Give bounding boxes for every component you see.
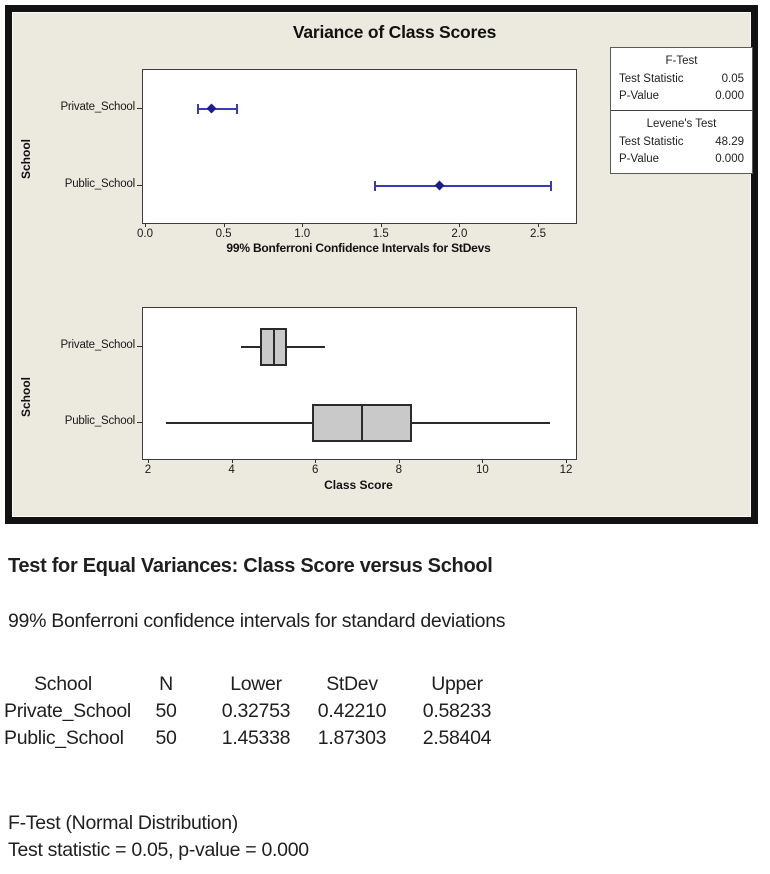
x-tick-label: 2.5 (530, 228, 546, 240)
table-cell: 0.32753 (221, 700, 291, 722)
session-subheading: 99% Bonferroni confidence intervals for standard deviations (8, 610, 506, 632)
x-tick-label: 2 (144, 464, 152, 476)
table-header-cell: StDev (326, 673, 378, 695)
x-tick-label: 6 (311, 464, 319, 476)
table-cell: 2.58404 (422, 727, 492, 749)
test-results-panel (610, 47, 753, 174)
table-cell: Public_School (4, 727, 124, 749)
x-tick-label: 0.5 (215, 228, 232, 240)
ci-point-marker (207, 104, 217, 114)
table-header-cell: Lower (230, 673, 282, 695)
table-header-cell: N (159, 673, 173, 695)
stat-line: Test statistic = 0.05, p-value = 0.000 (8, 839, 309, 861)
box-median-line (273, 330, 275, 364)
x-tick-label: 1.5 (372, 228, 389, 240)
x-tick-mark (145, 223, 146, 227)
x-tick-label: 12 (559, 464, 573, 476)
x-tick-mark (538, 223, 539, 227)
ci-interval-line (197, 108, 237, 110)
x-tick-mark (459, 223, 460, 227)
table-row (4, 725, 512, 752)
x-axis-label: 99% Bonferroni Confidence Intervals for StDevs (226, 241, 491, 255)
table-cell: 50 (155, 727, 177, 749)
panel-stat-label: Test Statistic (619, 136, 684, 148)
y-tick-mark (137, 346, 142, 347)
table-cell: 0.58233 (422, 700, 492, 722)
ci-interval-cap-left (374, 181, 376, 191)
panel-section (611, 48, 752, 110)
panel-stat-row (619, 71, 744, 88)
panel-stat-row (619, 151, 744, 168)
x-tick-label: 1.0 (294, 228, 311, 240)
x-tick-label: 8 (395, 464, 402, 476)
y-axis-label: School (19, 139, 33, 180)
panel-stat-row (619, 88, 744, 105)
table-header-row (4, 671, 512, 698)
panel-stat-label: P-Value (619, 153, 660, 165)
x-tick-mark (381, 223, 382, 227)
y-category-label: Public_School (64, 178, 135, 190)
x-tick-label: 10 (475, 464, 489, 476)
table-cell: 1.45338 (221, 727, 291, 749)
y-tick-mark (137, 185, 142, 186)
y-category-label: Private_School (60, 101, 135, 113)
session-heading: Test for Equal Variances: Class Score versus School (8, 555, 493, 577)
panel-stat-label: P-Value (619, 90, 660, 102)
table-header-cell: Upper (431, 673, 483, 695)
minitab-graph-window (5, 5, 758, 524)
table-cell: 50 (155, 700, 177, 722)
y-category-label: Public_School (64, 415, 135, 427)
x-tick-label: 0.0 (137, 228, 153, 240)
panel-stat-value: 0.05 (721, 73, 744, 85)
panel-stat-row (619, 134, 744, 151)
panel-stat-value: 48.29 (715, 136, 744, 148)
table-row (4, 698, 512, 725)
ci-interval-cap-right (236, 104, 238, 114)
table-cell: 1.87303 (317, 727, 387, 749)
chart-title: Variance of Class Scores (292, 22, 497, 42)
panel-section-title: Levene's Test (646, 118, 717, 130)
ci-point-marker (435, 181, 445, 191)
x-tick-mark (302, 223, 303, 227)
ftest-line: F-Test (Normal Distribution) (8, 812, 238, 834)
x-tick-mark (315, 459, 316, 463)
ci-interval-cap-left (197, 104, 199, 114)
box-plot-area (142, 307, 577, 460)
panel-section (611, 110, 752, 173)
x-tick-mark (566, 459, 567, 463)
ci-table (4, 671, 512, 752)
ci-interval-cap-right (550, 181, 552, 191)
ci-interval-line (374, 185, 552, 187)
x-tick-mark (232, 459, 233, 463)
ci-plot-area (142, 69, 577, 224)
y-tick-mark (137, 108, 142, 109)
x-tick-label: 4 (228, 464, 235, 476)
y-tick-mark (137, 422, 142, 423)
table-header-cell: School (34, 673, 92, 695)
x-axis-label: Class Score (324, 478, 393, 492)
x-tick-mark (224, 223, 225, 227)
x-tick-mark (482, 459, 483, 463)
panel-stat-value: 0.000 (715, 153, 744, 165)
x-tick-mark (148, 459, 149, 463)
panel-section-title: F-Test (665, 55, 698, 67)
x-tick-mark (399, 459, 400, 463)
y-axis-label: School (19, 377, 33, 418)
x-tick-label: 2.0 (451, 228, 468, 240)
table-cell: 0.42210 (317, 700, 387, 722)
table-cell: Private_School (4, 700, 131, 722)
panel-stat-value: 0.000 (715, 90, 744, 102)
panel-stat-label: Test Statistic (619, 73, 684, 85)
y-category-label: Private_School (60, 339, 135, 351)
box-median-line (361, 406, 363, 440)
